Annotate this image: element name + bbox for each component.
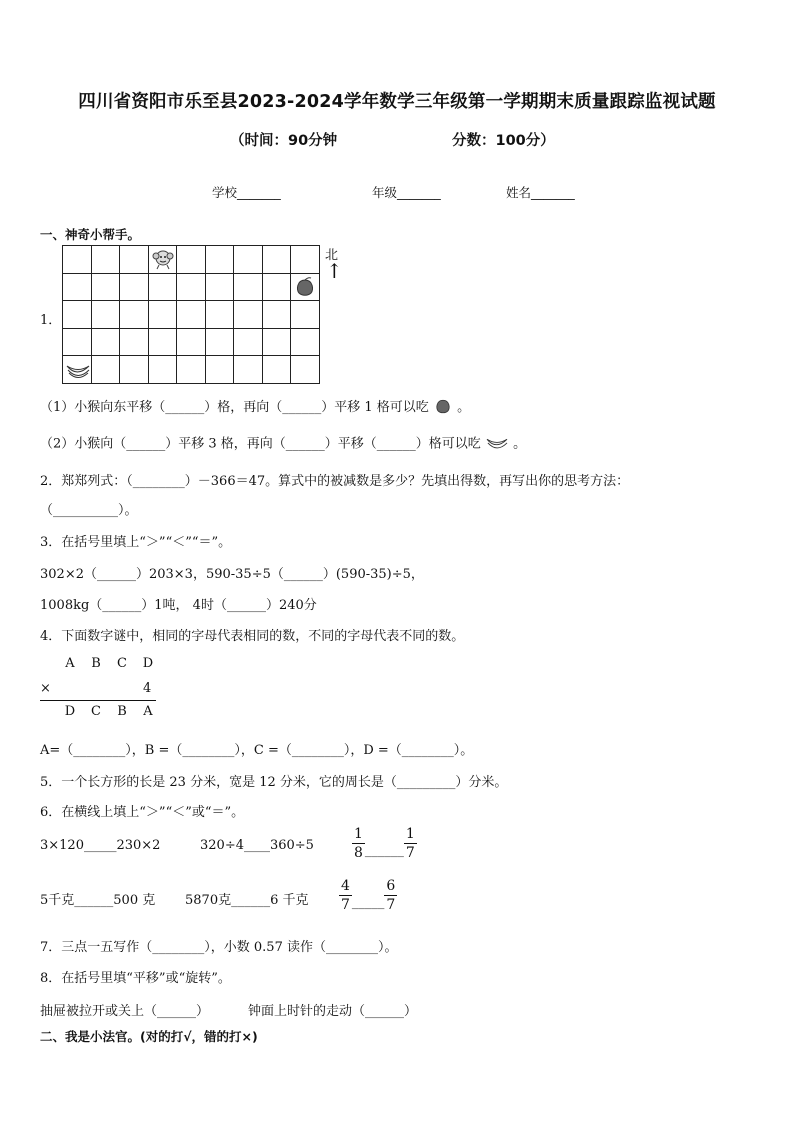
puzzle-top-row: A B C D [65, 656, 154, 671]
exam-time: （时间：90分钟 [230, 133, 338, 149]
q3-row1[interactable]: 302×2（______）203×3，590-35÷5（______）(590-35)÷5， [40, 567, 424, 582]
q2-text: 2．郑郑列式：（________）－366＝47。算式中的被减数是多少？先填出得数，再写出你的思考方法： [40, 474, 630, 489]
q8-text: 8．在括号里填“平移”或“旋转”。 [40, 971, 231, 986]
q1-number: 1． [40, 313, 62, 328]
q7-text[interactable]: 7．三点一五写作（________），小数 0.57 读作（________）。 [40, 940, 398, 955]
q1-2: （2）小猴向（______）平移 3 格，再向（______）平移（______）格可以吃 。 [40, 432, 526, 456]
q5-text[interactable]: 5．一个长方形的长是 23 分米，宽是 12 分米，它的周长是（_________）分米。 [40, 775, 508, 790]
q4-text: 4．下面数字谜中，相同的字母代表相同的数，不同的字母代表不同的数。 [40, 629, 465, 644]
q6-fraction-compare-2[interactable]: $\frac{4}{7}$ $_{\_\_\_\_\_}$ $\frac{6}{7}$ [341, 878, 396, 913]
north-arrow-icon: ↑ [326, 259, 343, 283]
q1-1: （1）小猴向东平移（______）格，再向（______）平移 1 格可以吃 。 [40, 396, 470, 419]
peach-icon [433, 397, 453, 419]
puzzle-divider [40, 700, 156, 701]
q6-compare-d[interactable]: 5870克______6 千克 [185, 893, 309, 908]
puzzle-bottom-row: D C B A [64, 704, 153, 719]
name-field[interactable]: 姓名_______ [506, 185, 575, 200]
banana-icon [65, 358, 91, 384]
puzzle-multiplier: 4 [143, 681, 152, 696]
movement-grid [62, 245, 320, 384]
puzzle-times: × [40, 681, 51, 696]
q4-answer[interactable]: A=（________），B =（________），C =（________），D =（________）。 [40, 743, 474, 758]
peach-icon [293, 276, 317, 302]
q3-text: 3．在括号里填上“＞”“＜”“＝”。 [40, 535, 232, 550]
q8-b[interactable]: 钟面上时针的走动（______） [248, 1004, 418, 1019]
q6-compare-a[interactable]: 3×120_____230×2 [40, 838, 161, 853]
grade-field[interactable]: 年级_______ [372, 185, 441, 200]
q2-answer[interactable]: （__________）。 [40, 503, 138, 518]
q8-a[interactable]: 抽屉被拉开或关上（______） [40, 1004, 210, 1019]
q3-row2[interactable]: 1008kg（______）1吨， 4时（______）240分 [40, 598, 317, 613]
q6-text: 6．在横线上填上“＞”“＜”或“＝”。 [40, 805, 245, 820]
school-field[interactable]: 学校_______ [212, 185, 281, 200]
q6-fraction-compare-1[interactable]: $\frac{1}{8}$ $_{\_\_\_\_\_\_}$ $\frac{1}{7}$ [354, 826, 415, 861]
q6-compare-b[interactable]: 320÷4____360÷5 [200, 838, 314, 853]
exam-score: 分数：100分） [452, 133, 555, 149]
q6-compare-c[interactable]: 5千克______500 克 [40, 893, 156, 908]
banana-icon [485, 432, 509, 456]
section-1-heading: 一、神奇小帮手。 [40, 227, 141, 242]
page-title: 四川省资阳市乐至县2023-2024学年数学三年级第一学期期末质量跟踪监视试题 [78, 92, 716, 112]
monkey-icon [151, 248, 175, 274]
north-label: 北 [325, 248, 339, 263]
section-2-heading: 二、我是小法官。(对的打√，错的打×) [40, 1029, 258, 1044]
